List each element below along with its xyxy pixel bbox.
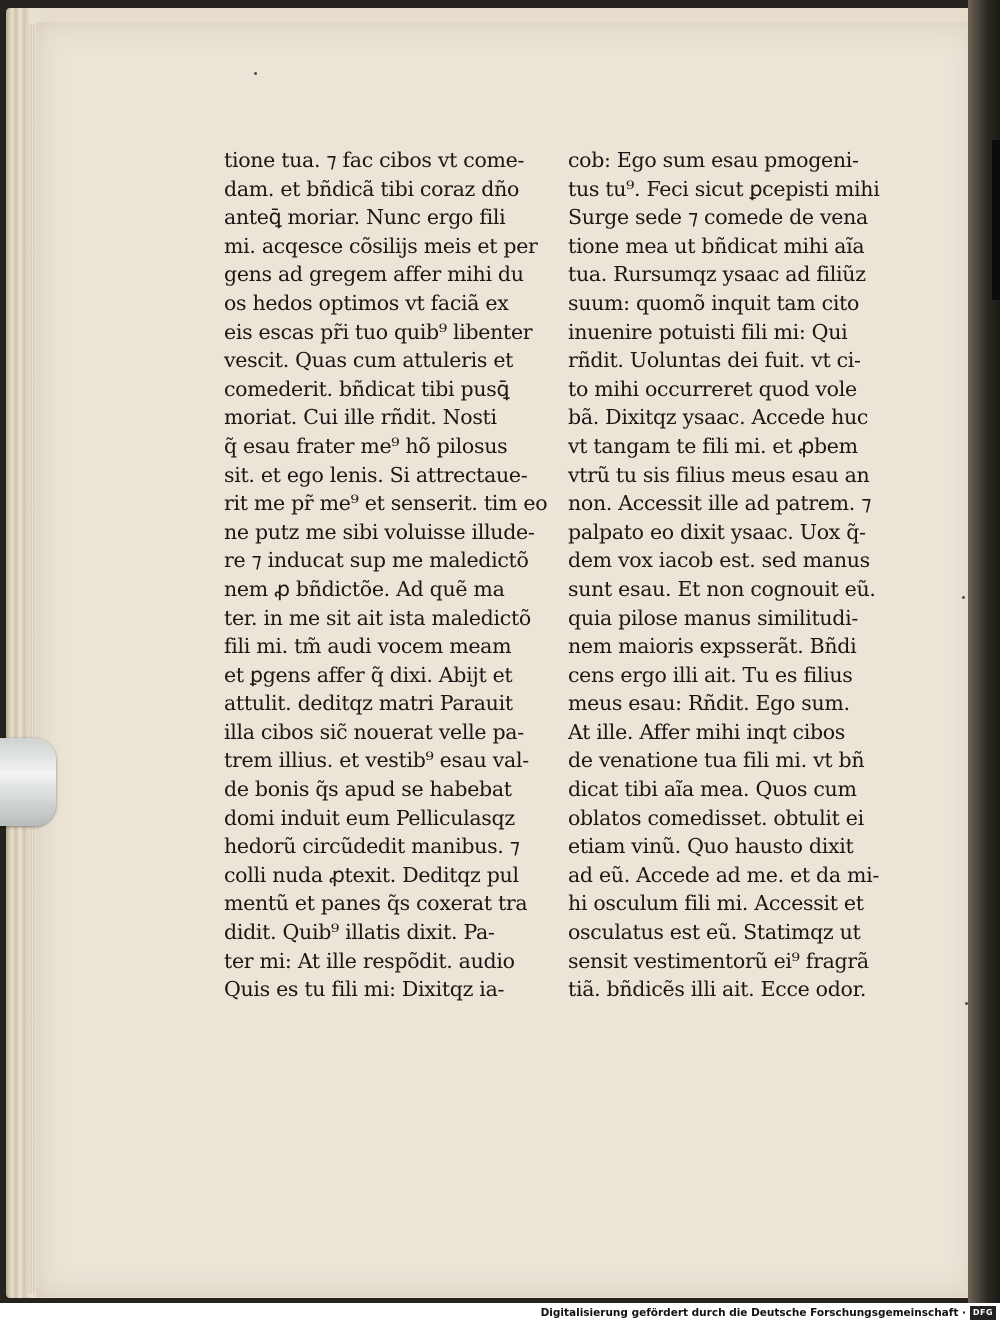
text-line: bã. Dixitqz ysaac. Accede huc	[568, 405, 869, 430]
text-line: oblatos comedisset. obtulit ei	[568, 805, 864, 830]
text-line: didit. Quib⁹ illatis dixit. Pa-	[224, 920, 495, 945]
text-line: Surge sede ⁊ comede de vena	[568, 205, 868, 230]
text-line: de venatione tua fili mi. vt bñ	[568, 748, 865, 773]
text-line: tiã. bñdicẽs illi ait. Ecce odor.	[568, 977, 867, 1002]
paper-speck	[962, 596, 965, 599]
text-line: anteꝗ̄ moriar. Nunc ergo fili	[224, 205, 506, 230]
text-line: ne putz me sibi voluisse illude-	[224, 519, 535, 544]
text-line: domi induit eum Pelliculasqz	[224, 805, 515, 830]
text-line: ter mi: At ille respõdit. audio	[224, 948, 515, 973]
text-line: vt tangam te fili mi. et ꝓbem	[568, 433, 858, 458]
paper-speck	[965, 1002, 968, 1005]
text-line: quia pilose manus similitudi-	[568, 605, 859, 630]
text-line: hedorũ circũdedit manibus. ⁊	[224, 834, 520, 859]
text-line: dam. et bñdicã tibi coraz dño	[224, 176, 520, 201]
text-line: q̃ esau frater me⁹ hõ pilosus	[224, 433, 508, 458]
text-line: dicat tibi aĩa mea. Quos cum	[568, 777, 857, 802]
text-column-right	[568, 146, 908, 1004]
text-line: rit me pr̃ me⁹ et senserit. tim eo	[224, 491, 548, 516]
text-line: dem vox iacob est. sed manus	[568, 548, 870, 573]
funding-notice: Digitalisierung gefördert durch die Deutsche Forschungsgemeinschaft ·	[540, 1307, 966, 1319]
text-column-left	[224, 146, 546, 1004]
facing-page-fragment	[992, 140, 1000, 300]
text-line: nem maioris expsserãt. Bñdi	[568, 634, 857, 659]
text-line: non. Accessit ille ad patrem. ⁊	[568, 491, 872, 516]
text-line: illa cibos sic̃ nouerat velle pa-	[224, 719, 524, 744]
text-line: vtrũ tu sis filius meus esau an	[568, 462, 870, 487]
text-line: to mihi occurreret quod vole	[568, 376, 857, 401]
text-line: vescit. Quas cum attuleris et	[224, 348, 514, 373]
text-line: trem illius. et vestib⁹ esau val-	[224, 748, 529, 773]
text-line: ter. in me sit ait ista maledictõ	[224, 605, 531, 630]
text-line: eis escas pr̃i tuo quib⁹ libenter	[224, 319, 533, 344]
text-line: etiam vinũ. Quo hausto dixit	[568, 834, 854, 859]
text-line: moriat. Cui ille rñdit. Nosti	[224, 405, 497, 430]
text-line: nem ꝓ bñdictõe. Ad quẽ ma	[224, 576, 505, 601]
text-line: Quis es tu fili mi: Dixitqz ia-	[224, 977, 505, 1002]
text-line: re ⁊ inducat sup me maledictõ	[224, 548, 529, 573]
text-line: gens ad gregem affer mihi du	[224, 262, 524, 287]
text-line: sunt esau. Et non cognouit eũ.	[568, 576, 876, 601]
text-line: tus tu⁹. Feci sicut ꝑcepisti mihi	[568, 176, 880, 201]
text-line: colli nuda ꝓtexit. Deditqz pul	[224, 862, 519, 887]
text-line: cob: Ego sum esau pmogeni-	[568, 148, 859, 172]
text-line: sensit vestimentorũ ei⁹ fragrã	[568, 948, 869, 973]
text-line: cens ergo illi ait. Tu es filius	[568, 662, 853, 687]
text-line: suum: quomõ inquit tam cito	[568, 290, 860, 315]
text-line: comederit. bñdicat tibi pusꝗ̄	[224, 376, 510, 401]
text-line: mentũ et panes q̃s coxerat tra	[224, 891, 528, 916]
text-line: tione mea ut bñdicat mihi aĩa	[568, 233, 865, 258]
text-line: tione tua. ⁊ fac cibos vt come-	[224, 148, 525, 172]
text-line: os hedos optimos vt faciã ex	[224, 290, 509, 315]
paper-speck	[254, 72, 257, 75]
funding-footer	[0, 1303, 1000, 1323]
text-line: hi osculum fili mi. Accessit et	[568, 891, 864, 916]
text-line: rñdit. Uoluntas dei fuit. vt ci-	[568, 348, 861, 373]
text-line: meus esau: Rñdit. Ego sum.	[568, 691, 850, 716]
text-line: tua. Rursumqz ysaac ad filiũz	[568, 262, 866, 287]
page-clip	[0, 738, 56, 826]
text-line: osculatus est eũ. Statimqz ut	[568, 920, 861, 945]
text-line: et ꝑgens affer q̃ dixi. Abijt et	[224, 662, 513, 687]
text-line: mi. acqesce cõsilijs meis et per	[224, 233, 538, 258]
text-line: attulit. deditqz matri Parauit	[224, 691, 513, 716]
text-line: palpato eo dixit ysaac. Uox q̃-	[568, 519, 866, 544]
text-line: At ille. Affer mihi inqt cibos	[568, 719, 846, 744]
text-line: sit. et ego lenis. Si attrectaue-	[224, 462, 528, 487]
text-line: ad eũ. Accede ad me. et da mi-	[568, 862, 880, 887]
text-line: fili mi. tm̃ audi vocem meam	[224, 634, 512, 659]
text-line: inuenire potuisti fili mi: Qui	[568, 319, 848, 344]
text-line: de bonis q̃s apud se habebat	[224, 777, 512, 802]
dfg-logo: DFG	[970, 1306, 996, 1320]
